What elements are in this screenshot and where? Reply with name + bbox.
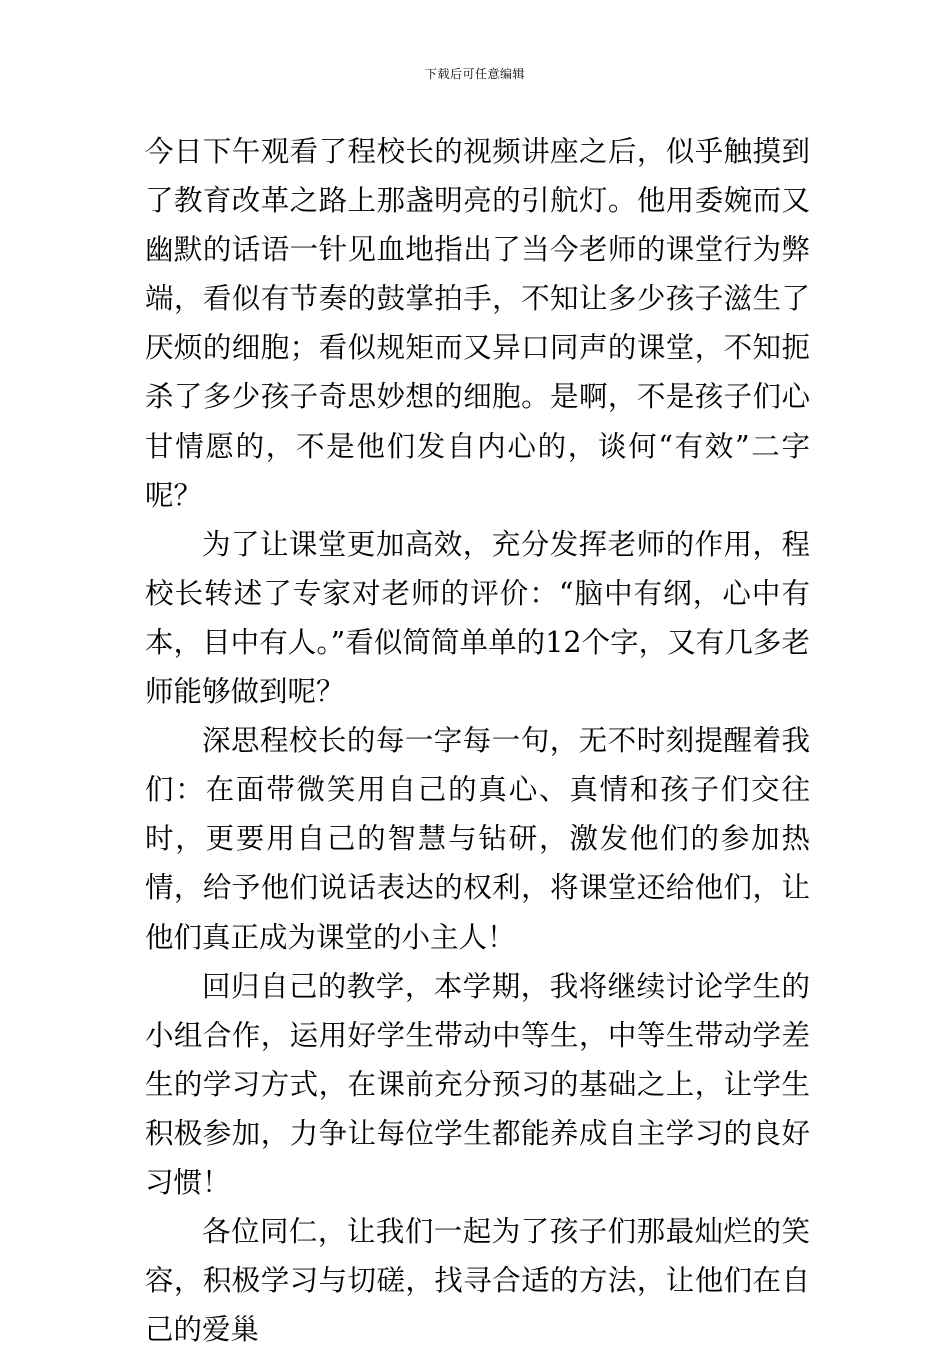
paragraph: 回归自己的教学，本学期，我将继续讨论学生的小组合作，运用好学生带动中等生，中等生带动学差生的学习方式，在课前充分预习的基础之上，让学生积极参加，力争让每位学生都能养成自主学习的良好习惯！	[145, 969, 810, 1199]
paragraph: 为了让课堂更加高效，充分发挥老师的作用，程校长转述了专家对老师的评价：“脑中有纲，心中有本，目中有人。”看似简简单单的12个字，又有几多老师能够做到呢？	[145, 527, 810, 709]
paragraph: 今日下午观看了程校长的视频讲座之后，似乎触摸到了教育改革之路上那盏明亮的引航灯。他用委婉而又幽默的话语一针见血地指出了当今老师的课堂行为弊端，看似有节奏的鼓掌拍手，不知让多少孩子滋生了厌烦的细胞；看似规矩而又异口同声的课堂，不知扼杀了多少孩子奇思妙想的细胞。是啊，不是孩子们心甘情愿的，不是他们发自内心的，谈何“有效”二字呢？	[145, 135, 810, 512]
page-header: 下载后可任意编辑	[424, 67, 525, 81]
document-body	[145, 127, 810, 1354]
paragraph: 各位同仁，让我们一起为了孩子们那最灿烂的笑容，积极学习与切磋，找寻合适的方法，让他们在自己的爱巢	[145, 1215, 810, 1347]
paragraph: 深思程校长的每一字每一句，无不时刻提醒着我们：在面带微笑用自己的真心、真情和孩子们交往时，更要用自己的智慧与钻研，激发他们的参加热情，给予他们说话表达的权利，将课堂还给他们，让他们真正成为课堂的小主人！	[145, 724, 810, 954]
